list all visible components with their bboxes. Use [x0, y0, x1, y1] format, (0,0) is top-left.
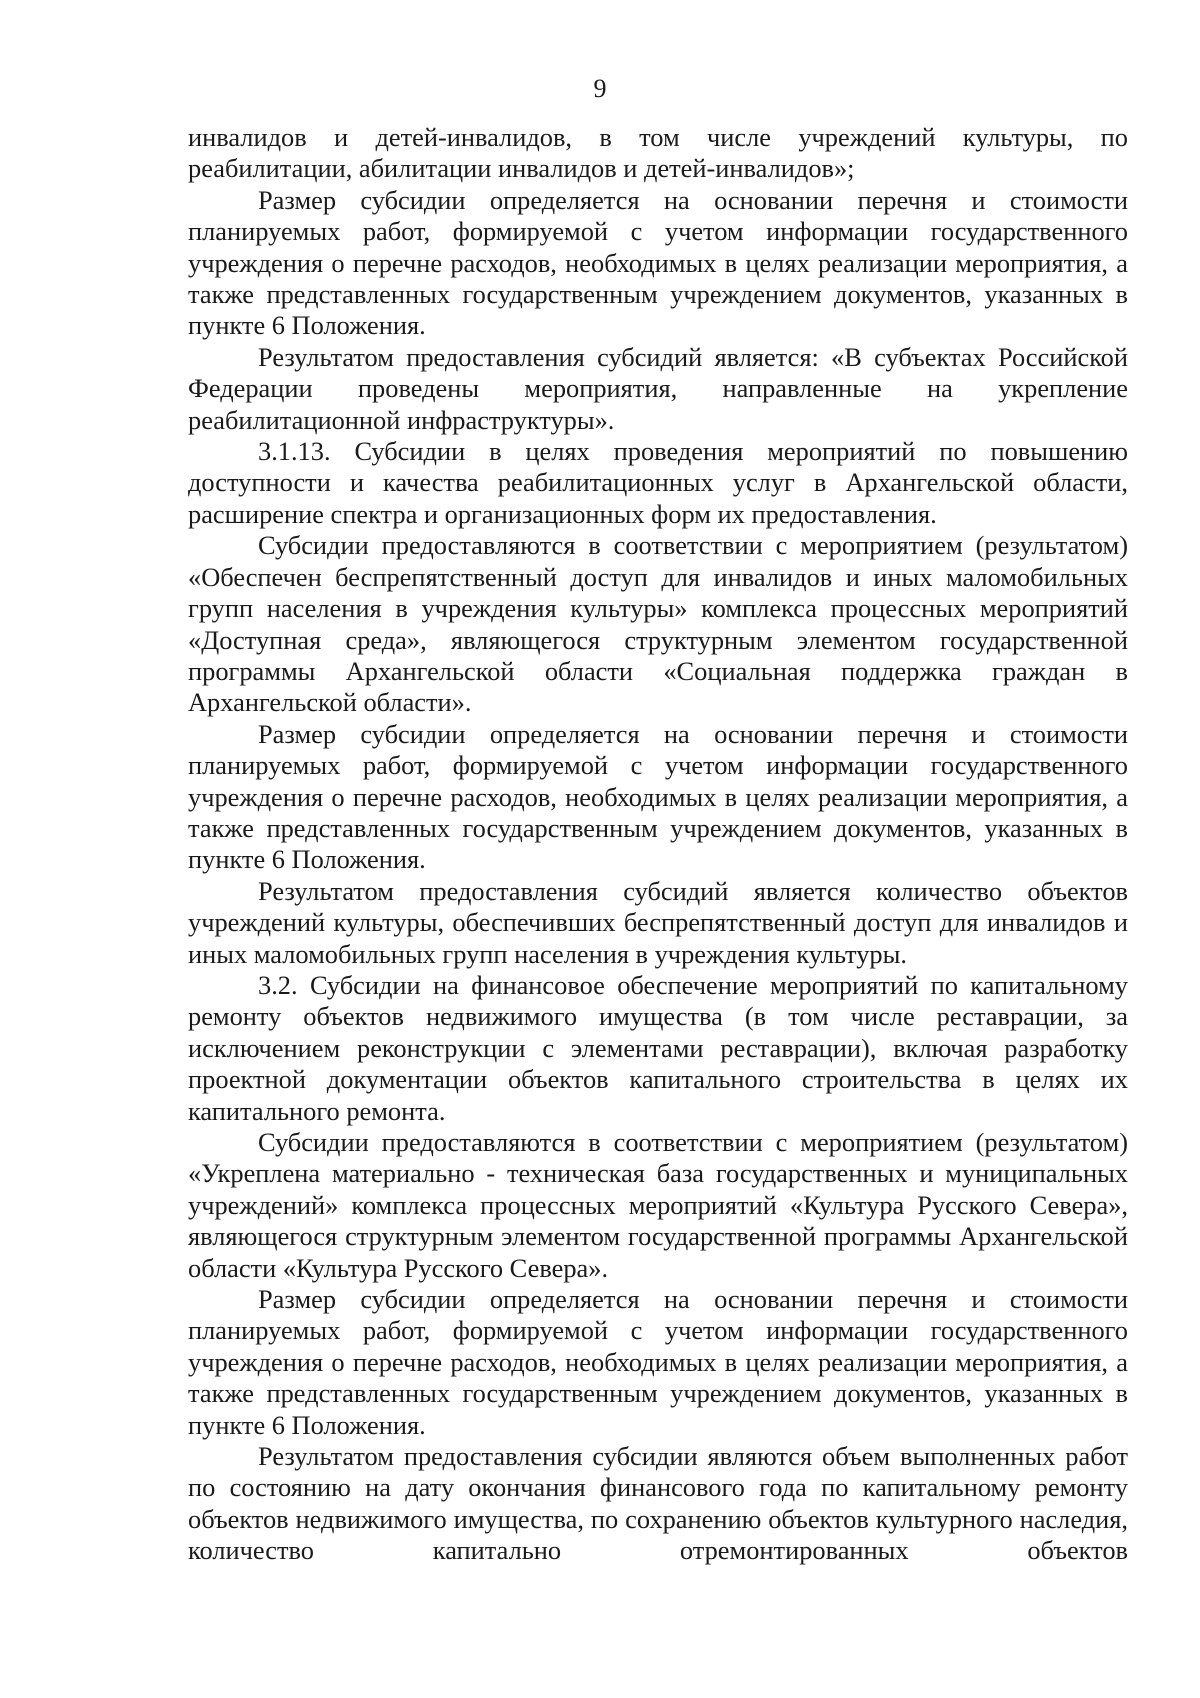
- paragraph-subsidy-result: Результатом предоставления субсидий является количество объектов учреждений культуры, обеспечивших беспрепятственный доступ для инвалидов и иных маломобильных групп населения в учреждения культуры.: [188, 875, 1128, 969]
- document-body: [188, 122, 1128, 1567]
- paragraph-subsidy-provision: Субсидии предоставляются в соответствии с мероприятием (результатом) «Обеспечен беспрепятственный доступ для инвалидов и иных маломобильных групп населения в учреждения культуры» комплекса процессных мероприятий «Доступная среда», являющегося структурным элементом государственной программы Архангельской области «Социальная поддержка граждан в Архангельской области».: [188, 530, 1128, 718]
- paragraph-subsidy-size: Размер субсидии определяется на основании перечня и стоимости планируемых работ, формируемой с учетом информации государственного учреждения о перечне расходов, необходимых в целях реализации мероприятия, а также представленных государственным учреждением документов, указанных в пункте 6 Положения.: [188, 1284, 1128, 1440]
- paragraph-subsidy-result: Результатом предоставления субсидий является: «В субъектах Российской Федерации проведены мероприятия, направленные на укрепление реабилитационной инфраструктуры».: [188, 341, 1128, 435]
- paragraph-continuation: инвалидов и детей-инвалидов, в том числе учреждений культуры, по реабилитации, абилитации инвалидов и детей-инвалидов»;: [188, 122, 1128, 184]
- page-number: 9: [593, 74, 607, 103]
- paragraph-clause-3-2: 3.2. Субсидии на финансовое обеспечение мероприятий по капитальному ремонту объектов недвижимого имущества (в том числе реставрации, за исключением реконструкции с элементами реставрации), включая разработку проектной документации объектов капитального строительства в целях их капитального ремонта.: [188, 969, 1128, 1126]
- paragraph-clause-3-1-13: 3.1.13. Субсидии в целях проведения мероприятий по повышению доступности и качества реабилитационных услуг в Архангельской области, расширение спектра и организационных форм их предоставления.: [188, 436, 1128, 529]
- paragraph-subsidy-size: Размер субсидии определяется на основании перечня и стоимости планируемых работ, формируемой с учетом информации государственного учреждения о перечне расходов, необходимых в целях реализации мероприятия, а также представленных государственным учреждением документов, указанных в пункте 6 Положения.: [188, 718, 1128, 875]
- paragraph-subsidy-result: Результатом предоставления субсидии являются объем выполненных работ по состоянию на дату окончания финансового года по капитальному ремонту объектов недвижимого имущества, по сохранению объектов культурного наследия, количество капитально отремонтированных объектов: [188, 1441, 1128, 1566]
- paragraph-subsidy-size: Размер субсидии определяется на основании перечня и стоимости планируемых работ, формируемой с учетом информации государственного учреждения о перечне расходов, необходимых в целях реализации мероприятия, а также представленных государственным учреждением документов, указанных в пункте 6 Положения.: [188, 184, 1128, 341]
- paragraph-subsidy-provision: Субсидии предоставляются в соответствии с мероприятием (результатом) «Укреплена материально - техническая база государственных и муниципальных учреждений» комплекса процессных мероприятий «Культура Русского Севера», являющегося структурным элементом государственной программы Архангельской области «Культура Русского Севера».: [188, 1127, 1128, 1283]
